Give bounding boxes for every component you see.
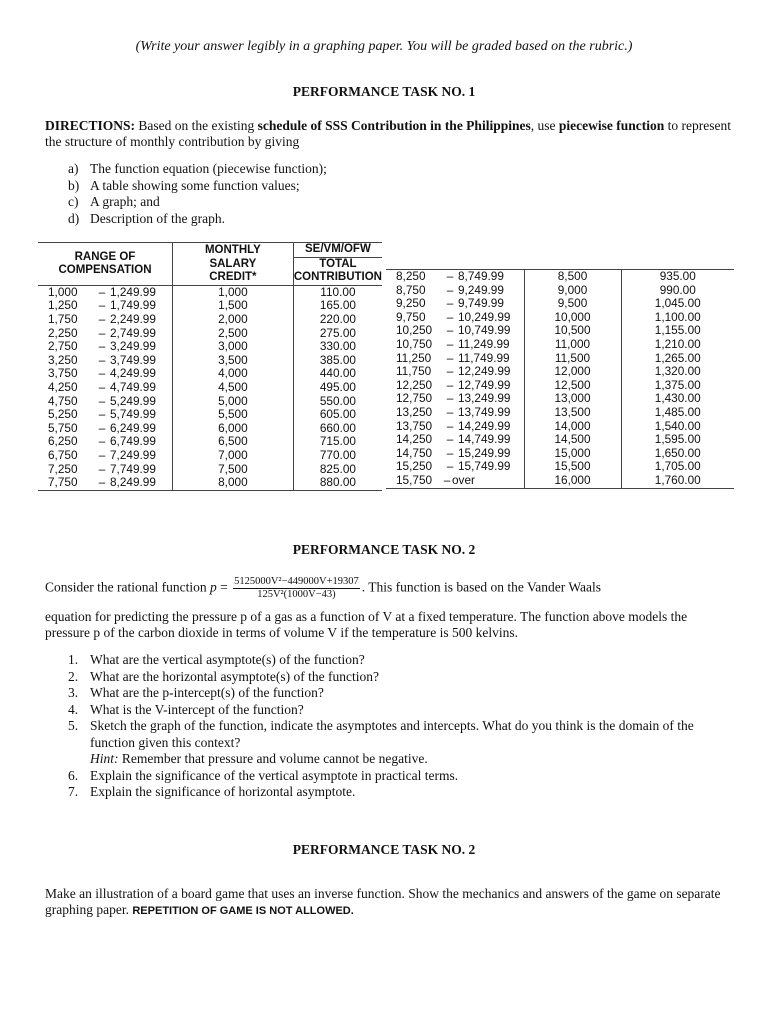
contribution-cell: 165.00 [293,299,382,313]
hint-text: Remember that pressure and volume cannot be negative. [118,751,428,766]
item-text: A table showing some function values; [90,177,300,193]
table-row [386,392,734,406]
range-dash: – [446,336,454,351]
range-cell [386,365,524,379]
range-from: 7,250 [48,461,78,476]
range-from: 14,750 [396,445,433,460]
range-to: 15,249.99 [458,445,511,460]
credit-cell: 15,000 [524,447,621,461]
contribution-cell: 1,705.00 [621,460,734,474]
table-row [38,435,382,449]
range-dash: – [98,366,106,381]
range-to: 10,749.99 [458,323,511,338]
table-row [386,311,734,325]
directions-text3: to represent the structure of monthly contribution by giving [45,118,731,149]
range-dash: – [98,339,106,354]
range-from: 8,250 [396,269,426,283]
range-dash: – [446,459,454,474]
range-cell [38,327,172,341]
credit-cell: 9,000 [524,284,621,298]
range-dash: – [98,379,106,394]
contribution-cell: 1,540.00 [621,420,734,434]
range-from: 9,250 [396,296,426,311]
question-text: What are the p-intercept(s) of the function? [90,685,324,700]
range-from: 9,750 [396,309,426,324]
contribution-cell: 330.00 [293,340,382,354]
se-header-line1: SE/VM/OFW [293,243,382,258]
range-from: 1,750 [48,311,78,326]
list-item [68,178,327,195]
credit-cell: 5,000 [172,395,293,409]
range-cell [386,297,524,311]
range-dash: – [446,282,454,297]
table-row [38,476,382,490]
range-to: 7,249.99 [110,447,156,462]
range-dash: – [98,434,106,449]
list-item [68,161,327,178]
range-from: 14,250 [396,432,433,447]
table-row [386,270,734,284]
range-from: 15,750 [396,472,433,487]
range-cell [386,311,524,325]
range-from: 10,750 [396,336,433,351]
range-to: 4,749.99 [110,379,156,394]
range-to: 1,249.99 [110,284,156,299]
contribution-cell: 990.00 [621,284,734,298]
range-cell [38,395,172,409]
task2-title: PERFORMANCE TASK NO. 2 [292,542,476,557]
range-dash: – [98,311,106,326]
range-dash: – [98,325,106,340]
credit-cell: 1,500 [172,299,293,313]
question-text: Explain the significance of horizontal asymptote. [90,784,356,799]
range-from: 8,750 [396,282,426,297]
question-item [68,669,728,686]
credit-cell: 7,000 [172,449,293,463]
range-cell [386,352,524,366]
task3-caps: REPETITION OF GAME IS NOT ALLOWED. [132,905,354,917]
range-to: 9,749.99 [458,296,504,311]
credit-cell: 11,500 [524,352,621,366]
contribution-cell: 1,045.00 [621,297,734,311]
table-row [386,338,734,352]
range-to: 3,249.99 [110,339,156,354]
intro-before: Consider the rational function [45,579,210,595]
range-from: 3,250 [48,352,78,367]
range-dash: – [446,296,454,311]
credit-cell: 7,500 [172,463,293,477]
credit-cell: 10,500 [524,324,621,338]
table-row [38,408,382,422]
sss-table-right [386,269,734,489]
contribution-cell: 1,155.00 [621,324,734,338]
contribution-cell: 550.00 [293,395,382,409]
contribution-cell: 1,210.00 [621,338,734,352]
range-to: 13,249.99 [458,391,511,406]
credit-cell: 13,500 [524,406,621,420]
contribution-cell: 1,320.00 [621,365,734,379]
credit-cell: 16,000 [524,474,621,488]
contribution-cell: 1,375.00 [621,379,734,393]
item-text: The function equation (piecewise function); [90,161,327,176]
se-header-line2: TOTAL [293,257,382,271]
credit-cell: 3,500 [172,354,293,368]
range-to: 8,749.99 [458,269,504,283]
table-row [38,327,382,341]
range-from: 5,750 [48,420,78,435]
question-marker: 2. [68,668,79,684]
table-row [386,297,734,311]
range-dash: – [98,475,106,490]
task2-questions [68,652,728,801]
table-row [386,433,734,447]
contribution-cell: 220.00 [293,313,382,327]
question-text: Sketch the graph of the function, indicate the asymptotes and intercepts. What do you think is the domain of the function given this context? [90,718,694,750]
task1-title: PERFORMANCE TASK NO. 1 [292,84,476,99]
range-dash: – [98,352,106,367]
table-row [386,284,734,298]
range-dash: – [446,350,454,365]
sss-table-left [38,242,382,491]
task3-title: PERFORMANCE TASK NO. 2 [292,842,476,857]
rational-fraction [233,576,360,601]
contribution-cell: 1,760.00 [621,474,734,488]
range-cell [386,324,524,338]
range-cell [38,435,172,449]
range-to: 9,249.99 [458,282,504,297]
range-cell [38,381,172,395]
range-dash: – [98,298,106,313]
range-cell [386,392,524,406]
question-item [68,768,728,785]
credit-cell: 6,500 [172,435,293,449]
range-to: 10,249.99 [458,309,511,324]
question-item [68,718,728,751]
se-header-line3: CONTRIBUTION [293,271,382,284]
table-row [38,463,382,477]
range-cell [38,313,172,327]
intro-after: . This function is based on the Vander Waals [361,579,602,595]
task1-directions [45,118,735,150]
table-row [386,379,734,393]
table-row [38,367,382,381]
range-from: 1,250 [48,298,78,313]
range-dash: – [98,420,106,435]
fraction-denominator: 125V²(1000V−43) [257,589,336,600]
contribution-cell: 935.00 [621,270,734,284]
range-dash: – [446,445,454,460]
range-to: 12,749.99 [458,377,511,392]
credit-cell: 12,000 [524,365,621,379]
credit-cell: 10,000 [524,311,621,325]
contribution-cell: 275.00 [293,327,382,341]
range-cell [38,285,172,299]
question-text: What are the vertical asymptote(s) of the function? [90,652,365,667]
range-from: 5,250 [48,407,78,422]
table-row [386,352,734,366]
item-marker: c) [68,194,79,209]
range-from: 12,250 [396,377,433,392]
table-row [386,447,734,461]
range-from: 6,750 [48,447,78,462]
range-dash: – [446,391,454,406]
msc-header-line3: CREDIT* [172,271,293,285]
range-dash: – [446,323,454,338]
contribution-cell: 495.00 [293,381,382,395]
credit-cell: 6,000 [172,422,293,436]
item-text: Description of the graph. [90,210,225,226]
question-marker: 6. [68,767,79,783]
contribution-cell: 1,265.00 [621,352,734,366]
range-dash: – [98,407,106,422]
range-cell [38,354,172,368]
range-to: over [452,472,475,487]
range-to: 3,749.99 [110,352,156,367]
question-item [68,702,728,719]
contribution-cell: 660.00 [293,422,382,436]
directions-label: DIRECTIONS: [45,118,136,133]
item-marker: a) [68,161,79,176]
range-to: 11,749.99 [458,350,510,365]
credit-cell: 1,000 [172,285,293,299]
range-from: 2,750 [48,339,78,354]
credit-cell: 15,500 [524,460,621,474]
task2-para2: equation for predicting the pressure p of a gas as a function of V at a fixed temperature. The function above models the pressure p of the carbon dioxide in terms of volume V if the temperature is 500 kelvins. [45,609,688,640]
range-cell [38,299,172,313]
range-from: 12,750 [396,391,433,406]
range-cell [386,420,524,434]
range-dash: – [446,269,454,283]
contribution-cell: 770.00 [293,449,382,463]
range-dash: – [446,309,454,324]
range-dash: – [98,461,106,476]
contribution-cell: 825.00 [293,463,382,477]
table-row [38,340,382,354]
range-cell [38,340,172,354]
range-cell [386,406,524,420]
contribution-cell: 1,650.00 [621,447,734,461]
question-marker: 7. [68,784,79,799]
credit-cell: 2,000 [172,313,293,327]
range-cell [386,460,524,474]
range-from: 13,750 [396,418,433,433]
contribution-cell: 715.00 [293,435,382,449]
item-marker: d) [68,210,80,226]
range-to: 5,749.99 [110,407,156,422]
range-to: 5,249.99 [110,393,156,408]
task3-text [45,886,735,919]
list-item [68,211,327,228]
range-dash: – [443,472,451,487]
function-variable: p [209,579,217,595]
msc-header-line1: MONTHLY [172,243,293,258]
range-cell [38,463,172,477]
range-to: 8,249.99 [110,475,156,490]
range-dash: – [446,404,454,419]
task2-intro [45,576,745,601]
credit-cell: 13,000 [524,392,621,406]
range-to: 14,249.99 [458,418,511,433]
range-from: 1,000 [48,284,78,299]
range-to: 11,249.99 [458,336,510,351]
contribution-cell: 605.00 [293,408,382,422]
table-row [386,420,734,434]
range-to: 15,749.99 [458,459,511,474]
directions-text2: , use [530,118,559,133]
credit-cell: 4,000 [172,367,293,381]
credit-cell: 4,500 [172,381,293,395]
range-from: 13,250 [396,404,433,419]
directions-bold2: piecewise function [558,118,665,133]
table-row [38,449,382,463]
table-row [38,299,382,313]
range-to: 4,249.99 [110,366,156,381]
table-row [386,460,734,474]
contribution-cell: 385.00 [293,354,382,368]
credit-cell: 14,000 [524,420,621,434]
range-cell [386,270,524,284]
range-cell [38,367,172,381]
item-text: A graph; and [90,194,160,209]
range-to: 2,749.99 [110,325,156,340]
range-cell [38,422,172,436]
table-row [386,474,734,488]
range-dash: – [446,364,454,379]
range-cell [386,338,524,352]
contribution-cell: 110.00 [293,285,382,299]
msc-header-line2: SALARY [172,257,293,271]
credit-cell: 8,500 [524,270,621,284]
range-from: 15,250 [396,459,433,474]
table-row [386,406,734,420]
contribution-cell: 1,595.00 [621,433,734,447]
question-text: What are the horizontal asymptote(s) of the function? [90,668,380,684]
range-from: 10,250 [396,323,433,338]
item-marker: b) [68,177,80,193]
hint-label: Hint: [90,751,119,766]
range-from: 7,750 [48,475,78,490]
credit-cell: 3,000 [172,340,293,354]
table-row [38,354,382,368]
contribution-cell: 1,485.00 [621,406,734,420]
table-row [38,395,382,409]
question-item [68,652,728,669]
equals-sign: = [216,579,232,595]
range-dash: – [446,377,454,392]
table-row [38,381,382,395]
range-dash: – [446,432,454,447]
table-row [38,313,382,327]
range-from: 11,250 [396,350,432,365]
list-item [68,194,327,211]
table-row [386,365,734,379]
range-from: 4,250 [48,379,78,394]
credit-cell: 5,500 [172,408,293,422]
question-item [68,685,728,702]
fraction-numerator: 5125000V²−449000V+19307 [234,576,359,587]
question-marker: 4. [68,701,79,717]
question-marker: 5. [68,718,79,733]
range-to: 13,749.99 [458,404,511,419]
range-to: 6,749.99 [110,434,156,449]
range-dash: – [98,447,106,462]
table-row [386,324,734,338]
question-marker: 3. [68,685,79,700]
range-dash: – [98,284,106,299]
range-to: 12,249.99 [458,364,511,379]
instruction-note: (Write your answer legibly in a graphing paper. You will be graded based on the rubric.) [135,39,633,54]
range-from: 11,750 [396,364,432,379]
range-cell [386,433,524,447]
range-cell [386,379,524,393]
range-from: 2,250 [48,325,78,340]
table-row [38,422,382,436]
range-from: 3,750 [48,366,78,381]
directions-bold1: schedule of SSS Contribution in the Philippines [257,118,531,133]
range-header-line1: RANGE OF [74,250,136,263]
task3-body: Make an illustration of a board game that uses an inverse function. Show the mechanics and answers of the game on separate graphing paper. [45,886,721,917]
credit-cell: 12,500 [524,379,621,393]
question-text: What is the V-intercept of the function? [90,701,304,717]
range-from: 6,250 [48,434,78,449]
credit-cell: 11,000 [524,338,621,352]
range-cell [386,474,524,488]
range-cell [386,447,524,461]
credit-cell: 14,500 [524,433,621,447]
range-to: 14,749.99 [458,432,511,447]
range-from: 4,750 [48,393,78,408]
credit-cell: 9,500 [524,297,621,311]
credit-cell: 8,000 [172,476,293,490]
range-to: 7,749.99 [110,461,156,476]
range-cell [38,476,172,490]
range-cell [38,449,172,463]
contribution-cell: 1,430.00 [621,392,734,406]
range-header-line2: COMPENSATION [58,263,152,276]
contribution-cell: 1,100.00 [621,311,734,325]
range-dash: – [446,418,454,433]
task1-items [68,161,327,227]
question-item [68,784,728,801]
range-dash: – [98,393,106,408]
range-to: 2,249.99 [110,311,156,326]
contribution-cell: 440.00 [293,367,382,381]
range-to: 1,749.99 [110,298,156,313]
range-cell [386,284,524,298]
table-row [38,285,382,299]
directions-text1: Based on the existing [135,118,258,133]
range-cell [38,408,172,422]
question-marker: 1. [68,652,79,667]
contribution-cell: 880.00 [293,476,382,490]
range-to: 6,249.99 [110,420,156,435]
credit-cell: 2,500 [172,327,293,341]
hint-item [68,751,728,768]
range-header [38,243,172,286]
question-text: Explain the significance of the vertical asymptote in practical terms. [90,767,459,783]
